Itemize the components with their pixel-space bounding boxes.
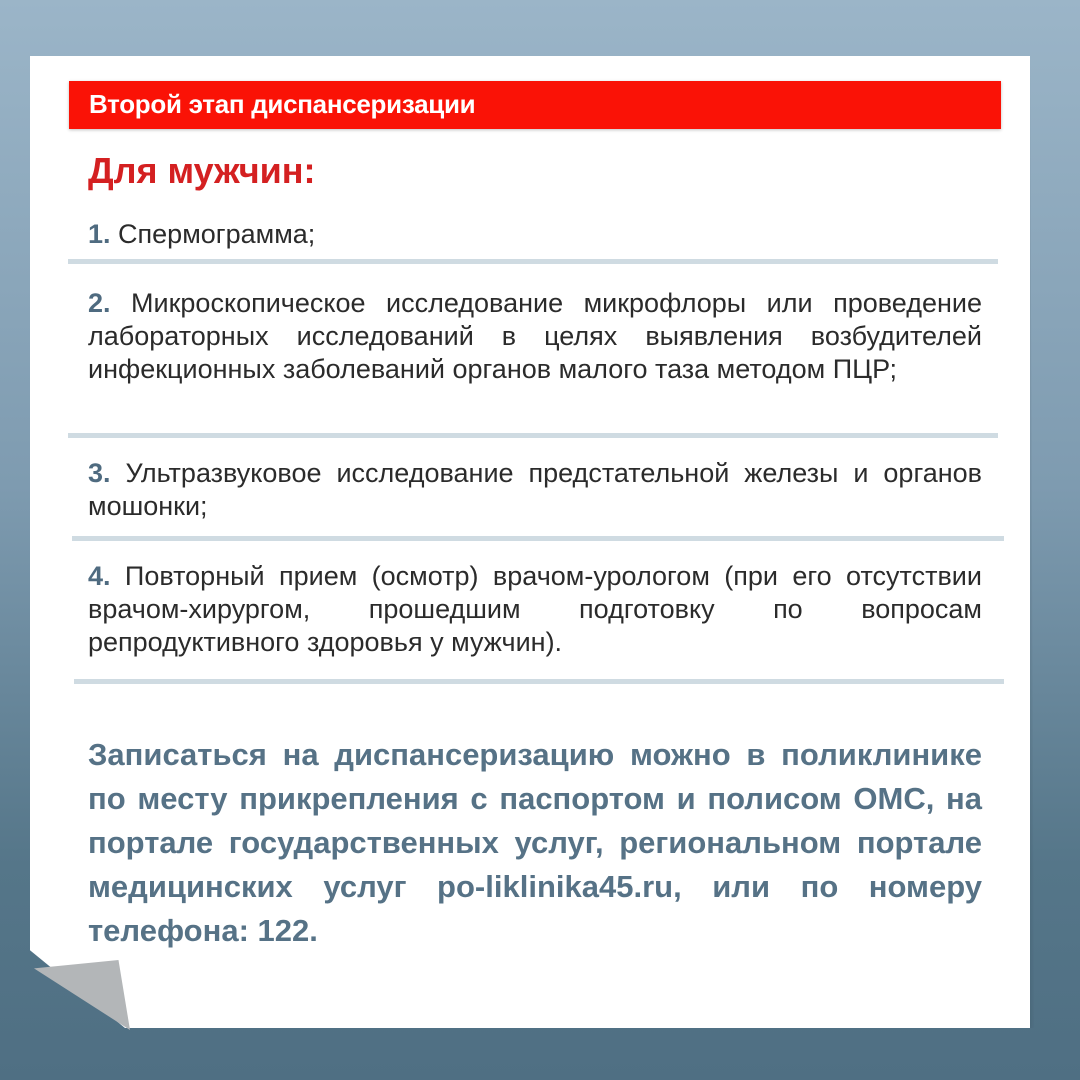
registration-info: Записаться на диспансеризацию можно в поликлинике по месту прикрепления с паспортом и полисом ОМС, на портале государственных услуг, региональном портале медицинских услуг po-liklinika45.ru, или по номеру телефона: 122.: [88, 737, 982, 948]
item-number: 1.: [88, 219, 111, 249]
item-text: Микроскопическое исследование микрофлоры или проведение лабораторных исследований в целях выявления возбудителей инфекционных заболеваний органов малого таза методом ПЦР;: [88, 288, 982, 384]
item-text: Повторный прием (осмотр) врачом-урологом (при его отсутствии врачом-хирургом, прошедшим подготовку по вопросам репродуктивного здоровья у мужчин).: [88, 561, 982, 657]
item-text: Ультразвуковое исследование предстательной железы и органов мошонки;: [88, 458, 982, 521]
item-number: 2.: [88, 288, 111, 318]
divider: [72, 536, 1004, 541]
list-item: [88, 287, 982, 386]
folded-corner: [34, 960, 130, 1030]
item-number: 3.: [88, 458, 111, 488]
divider: [68, 259, 998, 264]
item-number: 4.: [88, 561, 111, 591]
divider: [68, 433, 998, 438]
list-item: [88, 457, 982, 523]
divider: [74, 679, 1004, 684]
list-item: [88, 560, 982, 659]
page-subtitle: Для мужчин:: [88, 150, 316, 191]
section-banner: [69, 81, 1001, 129]
item-text: Спермограмма;: [118, 219, 316, 249]
banner-title: Второй этап диспансеризации: [89, 89, 476, 119]
list-item: [88, 218, 982, 251]
